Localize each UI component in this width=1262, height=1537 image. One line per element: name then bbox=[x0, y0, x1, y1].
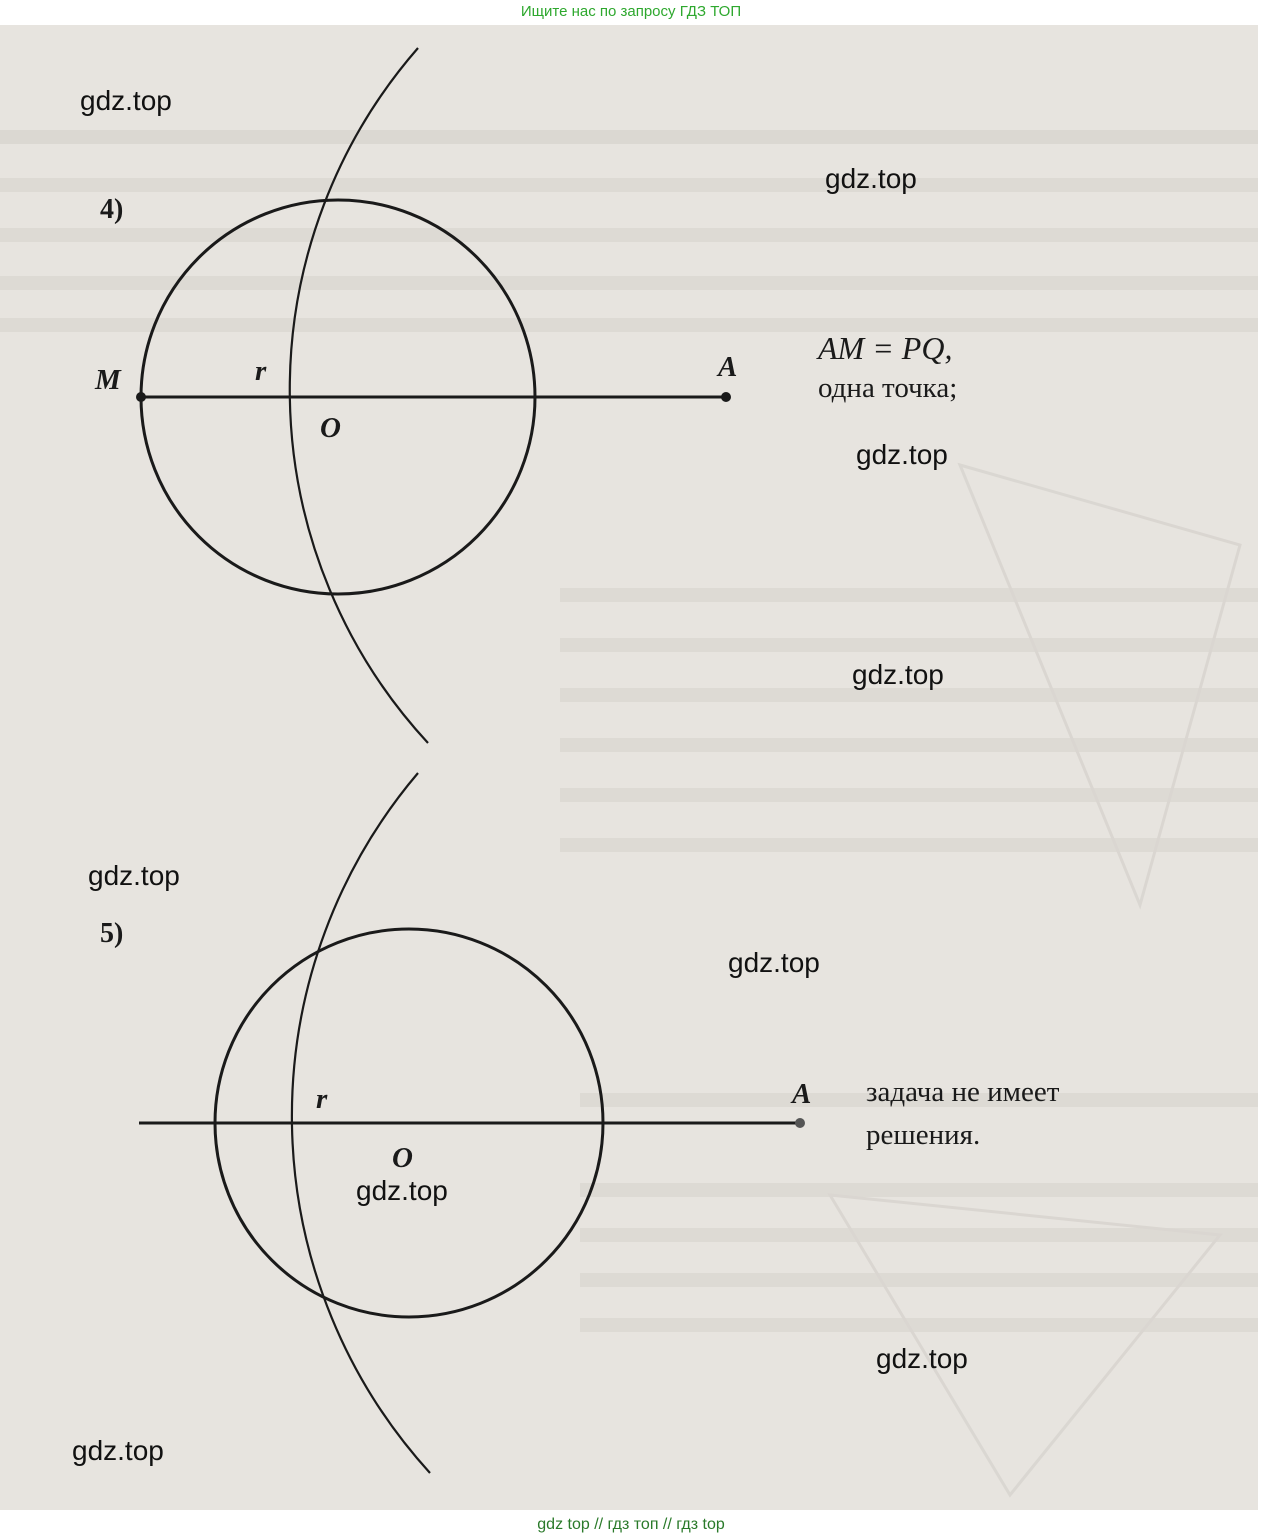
figure-4-label-a: A bbox=[718, 351, 738, 383]
textbook-page bbox=[0, 25, 1258, 1510]
bleed-through-text bbox=[0, 137, 1258, 1495]
bottom-banner: gdz top // гдз топ // гдз top bbox=[537, 1516, 725, 1533]
top-banner: Ищите нас по запросу ГДЗ ТОП bbox=[520, 3, 742, 20]
watermark: gdz.top bbox=[72, 1435, 164, 1466]
watermark: gdz.top bbox=[825, 163, 917, 194]
watermark: gdz.top bbox=[728, 947, 820, 978]
figure-5-label-r: r bbox=[316, 1083, 328, 1115]
figure-5-label-o: O bbox=[392, 1142, 413, 1174]
figure-4-answer-line2: одна точка; bbox=[818, 372, 958, 404]
watermark: gdz.top bbox=[356, 1175, 448, 1206]
watermark: gdz.top bbox=[876, 1343, 968, 1374]
figure-4-point-m bbox=[136, 392, 146, 402]
watermark: gdz.top bbox=[856, 439, 948, 470]
figure-4-label-r: r bbox=[255, 355, 267, 387]
watermark: gdz.top bbox=[80, 85, 172, 116]
figure-5-point-a bbox=[795, 1118, 805, 1128]
figure-4-point-a bbox=[721, 392, 731, 402]
figure-4-label-o: O bbox=[320, 412, 341, 444]
figure-5-answer-line1: задача не имеет bbox=[866, 1076, 1060, 1108]
figure-4-answer-line1: AM = PQ, bbox=[818, 330, 953, 366]
figure-5-number: 5) bbox=[100, 918, 124, 949]
watermark: gdz.top bbox=[852, 659, 944, 690]
figure-4-label-m: M bbox=[95, 364, 121, 396]
watermarks bbox=[72, 85, 968, 1466]
figure-5-label-a: A bbox=[792, 1078, 812, 1110]
geometry-figures bbox=[0, 25, 1258, 1510]
watermark: gdz.top bbox=[88, 860, 180, 891]
figure-4-number: 4) bbox=[100, 194, 124, 225]
figure-5-answer-line2: решения. bbox=[866, 1119, 981, 1151]
